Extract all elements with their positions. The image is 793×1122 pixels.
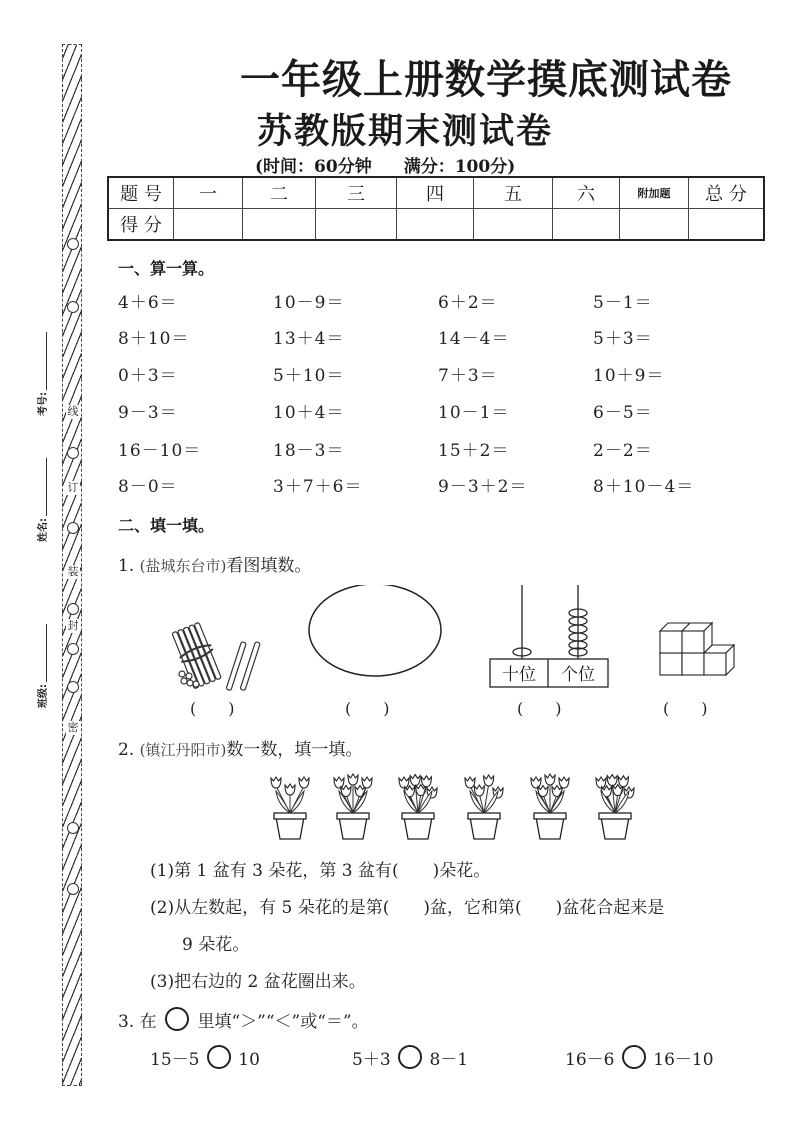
score-cell[interactable]: [316, 209, 397, 241]
question-number: 1.: [118, 556, 135, 576]
calc-problem[interactable]: 2－2＝: [593, 441, 653, 461]
question-text: 看图填数。: [226, 556, 312, 576]
compare-left: 16－6: [565, 1050, 615, 1070]
calc-problem[interactable]: 8＋10－4＝: [593, 477, 695, 497]
calc-problem[interactable]: 13＋4＝: [273, 329, 345, 349]
compare-item: [352, 1045, 468, 1070]
binding-hole: [67, 643, 79, 655]
flower-pot-icon: [531, 774, 569, 839]
stick-bundle-image: [170, 621, 224, 689]
score-cell[interactable]: [174, 209, 243, 241]
cube-stack-image: [660, 623, 734, 675]
flower-pot-icon: [271, 777, 309, 839]
compare-left: 5＋3: [352, 1050, 391, 1070]
compare-circle[interactable]: [207, 1045, 231, 1069]
binding-hole: [67, 522, 79, 534]
calc-problem[interactable]: 7＋3＝: [438, 366, 498, 386]
seal-char: 装: [67, 565, 79, 578]
question-text: 数一数，填一填。: [226, 740, 363, 760]
question-text: 里填“＞”“＜”或“＝”。: [197, 1012, 369, 1032]
binding-hole: [67, 822, 79, 834]
score-header-cell: 五: [474, 177, 553, 209]
question-2-part-2-cont: 9 朵花。: [182, 935, 250, 955]
exam-full-score: 满分：100分): [403, 157, 516, 177]
section1-title: 一、算一算。: [118, 259, 215, 278]
compare-right: 10: [238, 1050, 260, 1070]
student-name-label: 姓名:: [38, 518, 49, 542]
class-field[interactable]: [34, 624, 49, 708]
score-header-cell: 四: [397, 177, 474, 209]
calc-problem[interactable]: 0＋3＝: [118, 366, 178, 386]
calc-problem[interactable]: 10＋4＝: [273, 403, 345, 423]
calc-problem[interactable]: 9－3＝: [118, 403, 178, 423]
page-title: 一年级上册数学摸底测试卷: [240, 56, 732, 103]
question-number: 2.: [118, 740, 135, 760]
calc-problem[interactable]: 8＋10＝: [118, 329, 190, 349]
binding-hole: [67, 301, 79, 313]
score-table-score-row: [108, 209, 764, 241]
calc-problem[interactable]: 10－9＝: [273, 293, 345, 313]
binding-hole: [67, 681, 79, 693]
flower-pots: [270, 765, 650, 843]
compare-item: [565, 1045, 714, 1070]
exam-time: (时间：60分钟: [255, 157, 372, 177]
single-stick-image: [226, 642, 260, 691]
answer-blank[interactable]: ( ): [345, 699, 390, 718]
compare-circle[interactable]: [622, 1045, 646, 1069]
seal-char: 线: [67, 405, 79, 418]
question-text: 在: [139, 1012, 157, 1032]
calc-problem[interactable]: 16－10＝: [118, 441, 202, 461]
answer-blank[interactable]: ( ): [663, 699, 708, 718]
score-header-cell: 题 号: [108, 177, 174, 209]
q1-figures: [170, 585, 760, 695]
score-header-cell: 附加题: [620, 177, 689, 209]
question-1: [118, 551, 311, 576]
class-label: 班级:: [38, 684, 49, 708]
exam-number-field[interactable]: [34, 332, 49, 416]
binding-hole: [67, 883, 79, 895]
blank-circle-icon: [165, 1007, 189, 1031]
section2-title: 二、填一填。: [118, 516, 215, 535]
flower-pot-icon: [596, 775, 634, 839]
page-subtitle: 苏教版期末测试卷: [257, 111, 554, 152]
calc-problem[interactable]: 6＋2＝: [438, 293, 498, 313]
compare-circle[interactable]: [398, 1045, 422, 1069]
score-cell[interactable]: [620, 209, 689, 241]
seal-char: 密: [67, 721, 79, 734]
binding-hole: [67, 603, 79, 615]
binding-hole: [67, 238, 79, 250]
score-header-cell: 一: [174, 177, 243, 209]
calc-problem[interactable]: 18－3＝: [273, 441, 345, 461]
calc-problem[interactable]: 8－0＝: [118, 477, 178, 497]
calc-problem[interactable]: 9－3＋2＝: [438, 477, 528, 497]
question-source: (镇江丹阳市): [139, 741, 227, 759]
abacus-tens-label: 十位: [502, 665, 536, 685]
calc-problem[interactable]: 15＋2＝: [438, 441, 510, 461]
binding-strip: [62, 44, 82, 1086]
question-2-part-2: (2)从左数起，有 5 朵花的是第( )盆，它和第( )盆花合起来是: [150, 898, 665, 918]
binding-hole: [67, 447, 79, 459]
compare-right: 8－1: [429, 1050, 469, 1070]
compare-item: [150, 1045, 260, 1070]
question-3: [118, 1007, 369, 1032]
flower-pot-icon: [334, 774, 372, 839]
calc-problem[interactable]: 5－1＝: [593, 293, 653, 313]
flower-pot-icon: [399, 775, 437, 839]
question-2: [118, 735, 362, 760]
calc-problem[interactable]: 14－4＝: [438, 329, 510, 349]
calc-problem[interactable]: 5＋10＝: [273, 366, 345, 386]
score-cell[interactable]: [689, 209, 765, 241]
seal-char: 订: [67, 481, 79, 494]
calc-problem[interactable]: 4＋6＝: [118, 293, 178, 313]
question-2-part-3: (3)把右边的 2 盆花圈出来。: [150, 972, 366, 992]
score-cell[interactable]: [553, 209, 620, 241]
abacus-ones-label: 个位: [561, 665, 595, 685]
oval-shape: [309, 585, 441, 676]
score-header-cell: 总 分: [689, 177, 765, 209]
exam-number-label: 考号:: [38, 392, 49, 416]
calc-problem[interactable]: 5＋3＝: [593, 329, 653, 349]
exam-meta: [255, 152, 515, 177]
compare-left: 15－5: [150, 1050, 200, 1070]
calc-problem[interactable]: 10－1＝: [438, 403, 510, 423]
question-2-part-1: (1)第 1 盆有 3 朵花，第 3 盆有( )朵花。: [150, 861, 491, 881]
compare-right: 16－10: [653, 1050, 714, 1070]
student-name-field[interactable]: [34, 458, 49, 542]
question-source: (盐城东台市): [139, 557, 227, 575]
flower-pot-icon: [465, 775, 503, 839]
calc-problem[interactable]: 3＋7＋6＝: [273, 477, 363, 497]
score-table: [107, 176, 765, 241]
score-cell[interactable]: [243, 209, 316, 241]
score-header-cell: 二: [243, 177, 316, 209]
score-cell[interactable]: [474, 209, 553, 241]
score-header-cell: 三: [316, 177, 397, 209]
score-row-label: 得 分: [108, 209, 174, 241]
score-cell[interactable]: [397, 209, 474, 241]
question-number: 3.: [118, 1012, 135, 1032]
answer-blank[interactable]: ( ): [190, 699, 235, 718]
calc-problem[interactable]: 10＋9＝: [593, 366, 665, 386]
score-table-header-row: [108, 177, 764, 209]
score-header-cell: 六: [553, 177, 620, 209]
answer-blank[interactable]: ( ): [517, 699, 562, 718]
calc-problem[interactable]: 6－5＝: [593, 403, 653, 423]
seal-char: 封: [67, 619, 79, 632]
